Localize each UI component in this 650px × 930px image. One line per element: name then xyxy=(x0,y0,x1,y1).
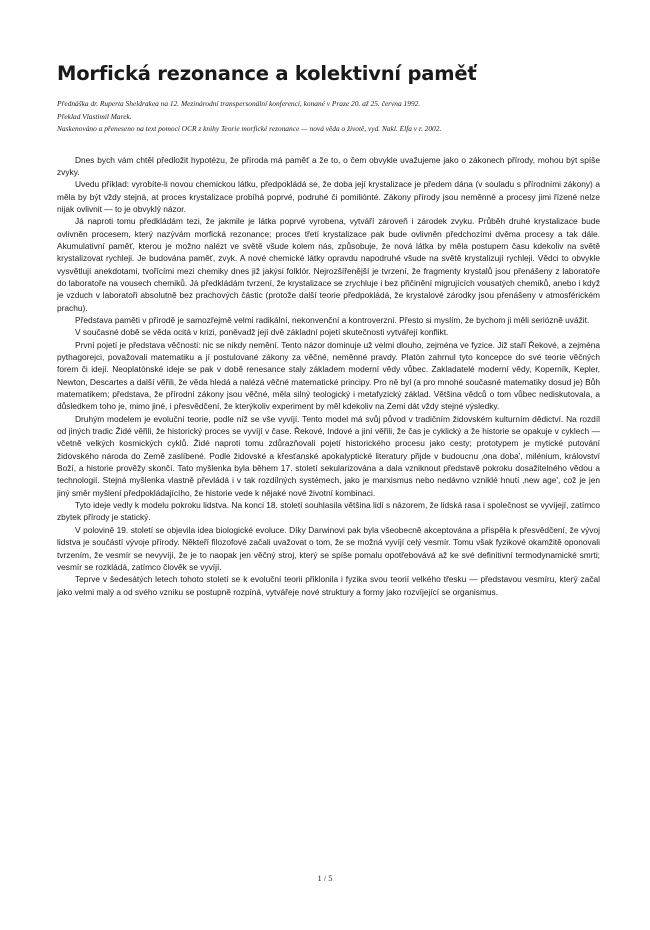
document-title: Morfická rezonance a kolektivní paměť xyxy=(57,62,477,85)
paragraph: V současné době se věda ocitá v krizi, poněvadž její dvě základní pojetí skutečnosti vytvářejí konflikt. xyxy=(75,327,449,338)
paragraph: Teprve v šedesátých letech tohoto století se k evoluční teorii přiklonila i fyzika svou teorií velkého třesku — představou vesmíru, který začal jako velmi malý a od svého vzniku se postupně rozpíná, vytvářeje nové struktury a formy jako rozvíjející se organismus. xyxy=(57,574,600,597)
paragraph: V polovině 19. století se objevila idea biologické evoluce. Díky Darwinovi pak byla všeobecně akceptována a přispěla k přesvědčení, že vývoj lidstva je součástí vývoje přírody. Někteří filozofové začali uvažovat o tom, že se možná vyvíjí celý vesmír. Tomu však fyzikové okamžitě oponovali tvrzením, že vesmír se nevyvíjí, že je to naopak jen věčný stroj, který se spíše pomalu opotřebovává až ke své definitivní termodynamické smrti; vesmír se rozkládá, zatímco člověk se vyvíjí. xyxy=(57,524,600,572)
document-meta xyxy=(57,98,600,136)
document-page xyxy=(57,62,600,902)
paragraph: Tyto ideje vedly k modelu pokroku lidstva. Na konci 18. století souhlasila většina lidí s názorem, že lidská rasa i společnost se vyvíjejí, zatímco zbytek přírody je statický. xyxy=(57,500,600,523)
paragraph: Představa paměti v přírodě je samozřejmě velmi radikální, nekonvenční a kontroverzní. Přesto si myslím, že bychom ji měli seriózně uvážit. xyxy=(75,314,590,325)
paragraph: První pojetí je představa věčnosti: nic se nikdy nemění. Tento názor dominuje už velmi dlouho, zejména ve fyzice. Již staří Řekové, a zejména pythagorejci, považovali matematiku a jí postulované zákony za věčné, neměnné pravdy. Platón zahrnul tyto koncepce do své teorie věčných forem či idejí. Neoplatónské ideje se pak v době renesance staly základem moderní vědy vůbec. Zakladatelé moderní vědy, Koperník, Kepler, Newton, Descartes a další věřili, že věda hledá a nalézá věčné matematické principy. Pro ně byl (a pro mnohé současné matematiky dosud je) Bůh matematikem; představa, že přírodní zákony jsou věčné, měla silný teologický i metafyzický základ. Většina vědců o tom vůbec nediskutovala, a důsledkem toho je, mimo jiné, i přesvědčení, že kterýkoliv experiment by měl kdekoliv na Zemi dát vždy stejné výsledky. xyxy=(57,339,600,412)
document-body xyxy=(57,154,600,598)
paragraph: Dnes bych vám chtěl předložit hypotézu, že příroda má paměť a že to, o čem obvykle uvažujeme jako o zákonech přírody, mohou být spíše zvyky. xyxy=(57,154,600,177)
meta-lecture-info: Přednáška dr. Ruperta Sheldrakea na 12. Mezinárodní transpersonální konferenci, konané v Praze 20. až 25. června 1992. xyxy=(57,99,421,108)
meta-translator: Překlad Vlastimil Marek. xyxy=(57,111,132,121)
paragraph: Já naproti tomu předkládám tezi, že jakmile je látka poprvé vyrobena, vytváří zároveň i zárodek zvyku. Průběh druhé krystalizace bude ovlivněn procesem, který nazývám morfická rezonance; proces třetí krystalizace pak bude ovlivněn předchozími dvěma procesy a tak dále. Akumulativní paměť, kterou je možno nalézt ve světě všude kolem nás, způsobuje, že nová látka by měla postupem času kdekoliv na světě krystalizovat rychleji. Je budována paměť, zvyk. A nové chemické látky opravdu napodruhé všude na světě krystalizují rychleji. Vědci to obvykle vysvětlují anekdotami, tvořícími mezi chemiky dnes již jakýsi folklór. Nejrozšířenější je tvrzení, že fragmenty krystalů jsou přenášeny z laboratoře do laboratoře na vousech chemiků. Já předkládám tvrzení, že krystalizace se zrychluje i bez přičinění migrujících vousatých chemiků, anebo i když je vzduch v laboratoři absolutně bez prachových částic (protože další teorie předpokládá, že krystalové zárodky jsou přenášeny v atmosférickém prachu). xyxy=(57,216,600,313)
paragraph: Uvedu příklad: vyrobíte-li novou chemickou látku, předpokládá se, že doba její krystalizace je předem dána (v souladu s přírodními zákony) a měla by být vždy stejná, at proces krystalizace probíhá poprvé, podruhé či pomiliónté. Zákony přírody jsou neměnné a procesy jimi řízené nelze nijak ovlivnit — to je obvyklý názor. xyxy=(57,179,600,214)
paragraph: Druhým modelem je evoluční teorie, podle níž se vše vyvíjí. Tento model má svůj původ v tradičním židovském kulturním dědictví. Na rozdíl od jiných tradic Židé věřili, že historický proces se vyvíjí v čase. Řekové, Indové a jiní věřili, že čas je cyklický a že historie se opakuje v cyklech — včetně velkých kosmických cyklů. Židé naproti tomu zdůrazňovali pojetí historického procesu jako cesty; prototypem je mytické putování židovského národa do Země zaslíbené. Podle židovské a křesťanské apokalyptické literatury přijde v budoucnu ‚ona doba', milénium, království Boží, a historie prověžy skončí. Tato myšlenka byla během 17. století sekularizována a dala vzniknout představě pokroku dosažitelného vědou a technologií. Stejná myšlenka vlastně převládá i v tak rozdílných systémech, jako je marxismus nebo nedávno vzniklé hnutí ‚new age', což je jen jiný směr myšlení předpokládajícího, že historie vede k nějaké nové životní kombinaci. xyxy=(57,413,600,498)
page-number: 1 / 5 xyxy=(317,873,333,883)
meta-source: Naskenováno a přeneseno na text pomocí OCR z knihy Teorie morfické rezonance — nová věda o životě, vyd. Nakl. Elfa v r. 2002. xyxy=(57,124,442,133)
